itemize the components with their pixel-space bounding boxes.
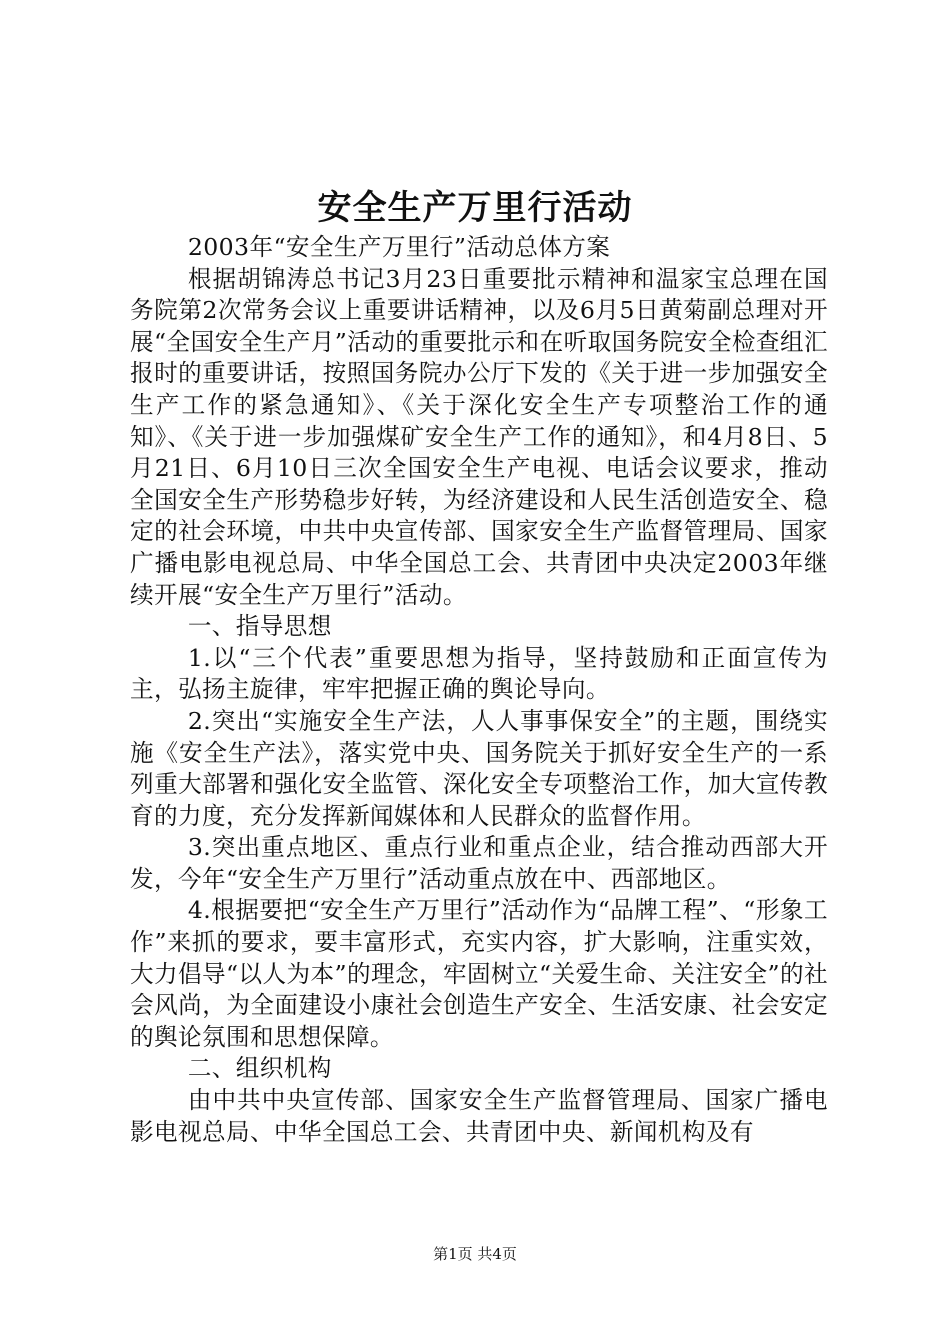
guideline-item-4: 4.根据要把“安全生产万里行”活动作为“品牌工程”、“形象工作”来抓的要求，要丰富形式，充实内容，扩大影响，注重实效，大力倡导“以人为本”的理念，牢固树立“关爱生命、关注安全”的社会风尚，为全面建设小康社会创造生产安全、生活安康、社会安定的舆论氛围和思想保障。 — [130, 896, 828, 1051]
organization-paragraph: 由中共中央宣传部、国家安全生产监督管理局、国家广播电影电视总局、中华全国总工会、共青团中央、新闻机构及有 — [130, 1086, 828, 1146]
guideline-item-2: 2.突出“实施安全生产法，人人事事保安全”的主题，围绕实施《安全生产法》，落实党中央、国务院关于抓好安全生产的一系列重大部署和强化安全监管、深化安全专项整治工作，加大宣传教育的力度，充分发挥新闻媒体和人民群众的监督作用。 — [130, 706, 828, 830]
guideline-item-1: 1.以“三个代表”重要思想为指导，坚持鼓励和正面宣传为主，弘扬主旋律，牢牢把握正确的舆论导向。 — [130, 643, 828, 704]
document-title: 安全生产万里行活动 — [317, 188, 633, 228]
page-number-footer: 第1页 共4页 — [433, 1245, 517, 1263]
guideline-item-3: 3.突出重点地区、重点行业和重点企业，结合推动西部大开发，今年“安全生产万里行”活动重点放在中、西部地区。 — [130, 833, 828, 893]
intro-paragraph: 根据胡锦涛总书记3月23日重要批示精神和温家宝总理在国务院第2次常务会议上重要讲话精神，以及6月5日黄菊副总理对开展“全国安全生产月”活动的重要批示和在听取国务院安全检查组汇报时的重要讲话，按照国务院办公厅下发的《关于进一步加强安全生产工作的紧急通知》、《关于深化安全生产专项整治工作的通知》、《关于进一步加强煤矿安全生产工作的通知》，和4月8日、5月21日、6月10日三次全国安全生产电视、电话会议要求，推动全国安全生产形势稳步好转，为经济建设和人民生活创造安全、稳定的社会环境，中共中央宣传部、国家安全生产监督管理局、国家广播电影电视总局、中华全国总工会、共青团中央决定2003年继续开展“安全生产万里行”活动。 — [130, 264, 828, 609]
section-heading-organization: 二、组织机构 — [187, 1054, 332, 1083]
section-heading-guiding-ideology: 一、指导思想 — [187, 612, 332, 641]
plan-heading-paragraph: 2003年“安全生产万里行”活动总体方案 — [187, 233, 611, 261]
document-body — [130, 232, 828, 1148]
